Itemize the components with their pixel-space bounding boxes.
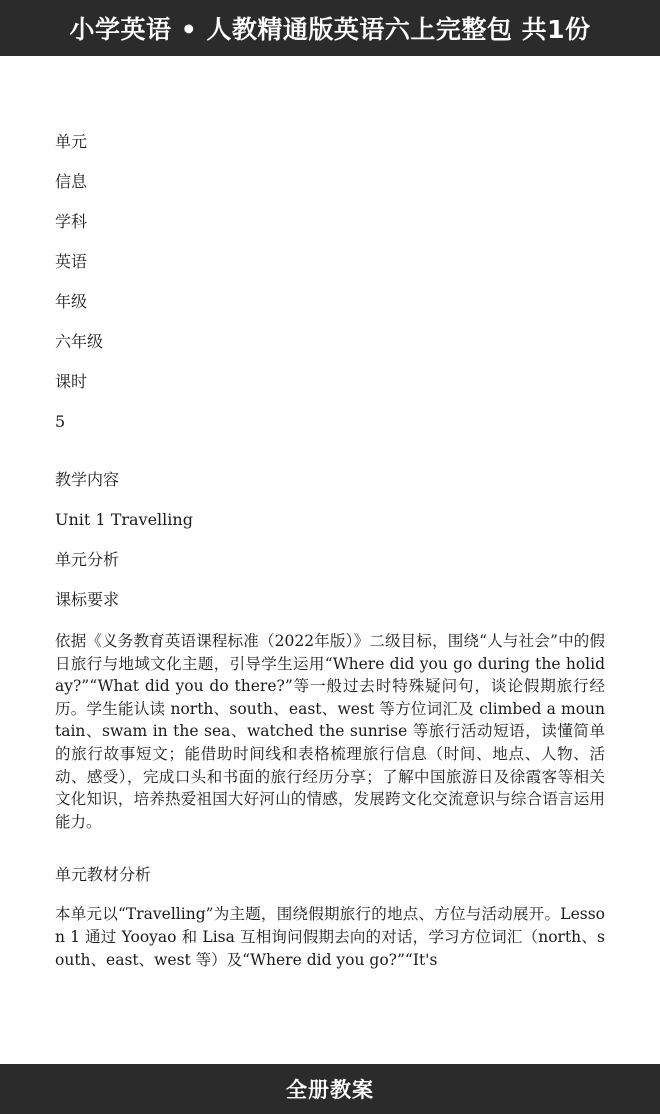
material-analysis-paragraph: 本单元以“Travelling”为主题，围绕假期旅行的地点、方位与活动展开。Lesson 1 通过 Yooyao 和 Lisa 互相询问假期去向的对话，学习方位词汇（north、south、east、west 等）及“Where did you go?”“It's bbox=[55, 905, 605, 969]
teaching-content-label: 教学内容 bbox=[55, 470, 120, 489]
grade-label: 年级 bbox=[55, 292, 88, 311]
lesson-hours-label: 课时 bbox=[55, 372, 88, 391]
curriculum-standard-paragraph: 依据《义务教育英语课程标准（2022年版）》二级目标，围绕“人与社会”中的假日旅行与地域文化主题，引导学生运用“Where did you go during the holiday?”“What did you do there?”等一般过去时特殊疑问句，谈论假期旅行经历。学生能认读 north、south、east、west 等方位词汇及 climbed a mountain、swam in the sea、watched the sunrise 等旅行活动短语，读懂简单的旅行故事短文；能借助时间线和表格梳理旅行信息（时间、地点、人物、活动、感受），完成口头和书面的旅行经历分享；了解中国旅游日及徐霞客等相关文化知识，培养热爱祖国大好河山的情感，发展跨文化交流意识与综合语言运用能力。 bbox=[55, 632, 605, 831]
unit-label: 单元 bbox=[55, 132, 88, 151]
unit-analysis-label: 单元分析 bbox=[55, 550, 120, 569]
full-volume-lesson-plans-label: 全册教案 bbox=[286, 1078, 374, 1102]
spacer bbox=[55, 452, 605, 470]
lesson-hours-value: 5 bbox=[55, 412, 66, 431]
curriculum-standard-label: 课标要求 bbox=[55, 590, 120, 609]
top-banner bbox=[0, 0, 660, 56]
subject-label: 学科 bbox=[55, 212, 88, 231]
teaching-content-value: Unit 1 Travelling bbox=[55, 510, 193, 529]
bottom-banner[interactable] bbox=[0, 1064, 660, 1114]
info-label: 信息 bbox=[55, 172, 88, 191]
grade-value: 六年级 bbox=[55, 332, 104, 351]
subject-value: 英语 bbox=[55, 252, 88, 271]
material-analysis-label: 单元教材分析 bbox=[55, 865, 152, 885]
document-title: 小学英语 • 人教精通版英语六上完整包 共1份 bbox=[69, 15, 591, 44]
document-body bbox=[55, 132, 605, 971]
